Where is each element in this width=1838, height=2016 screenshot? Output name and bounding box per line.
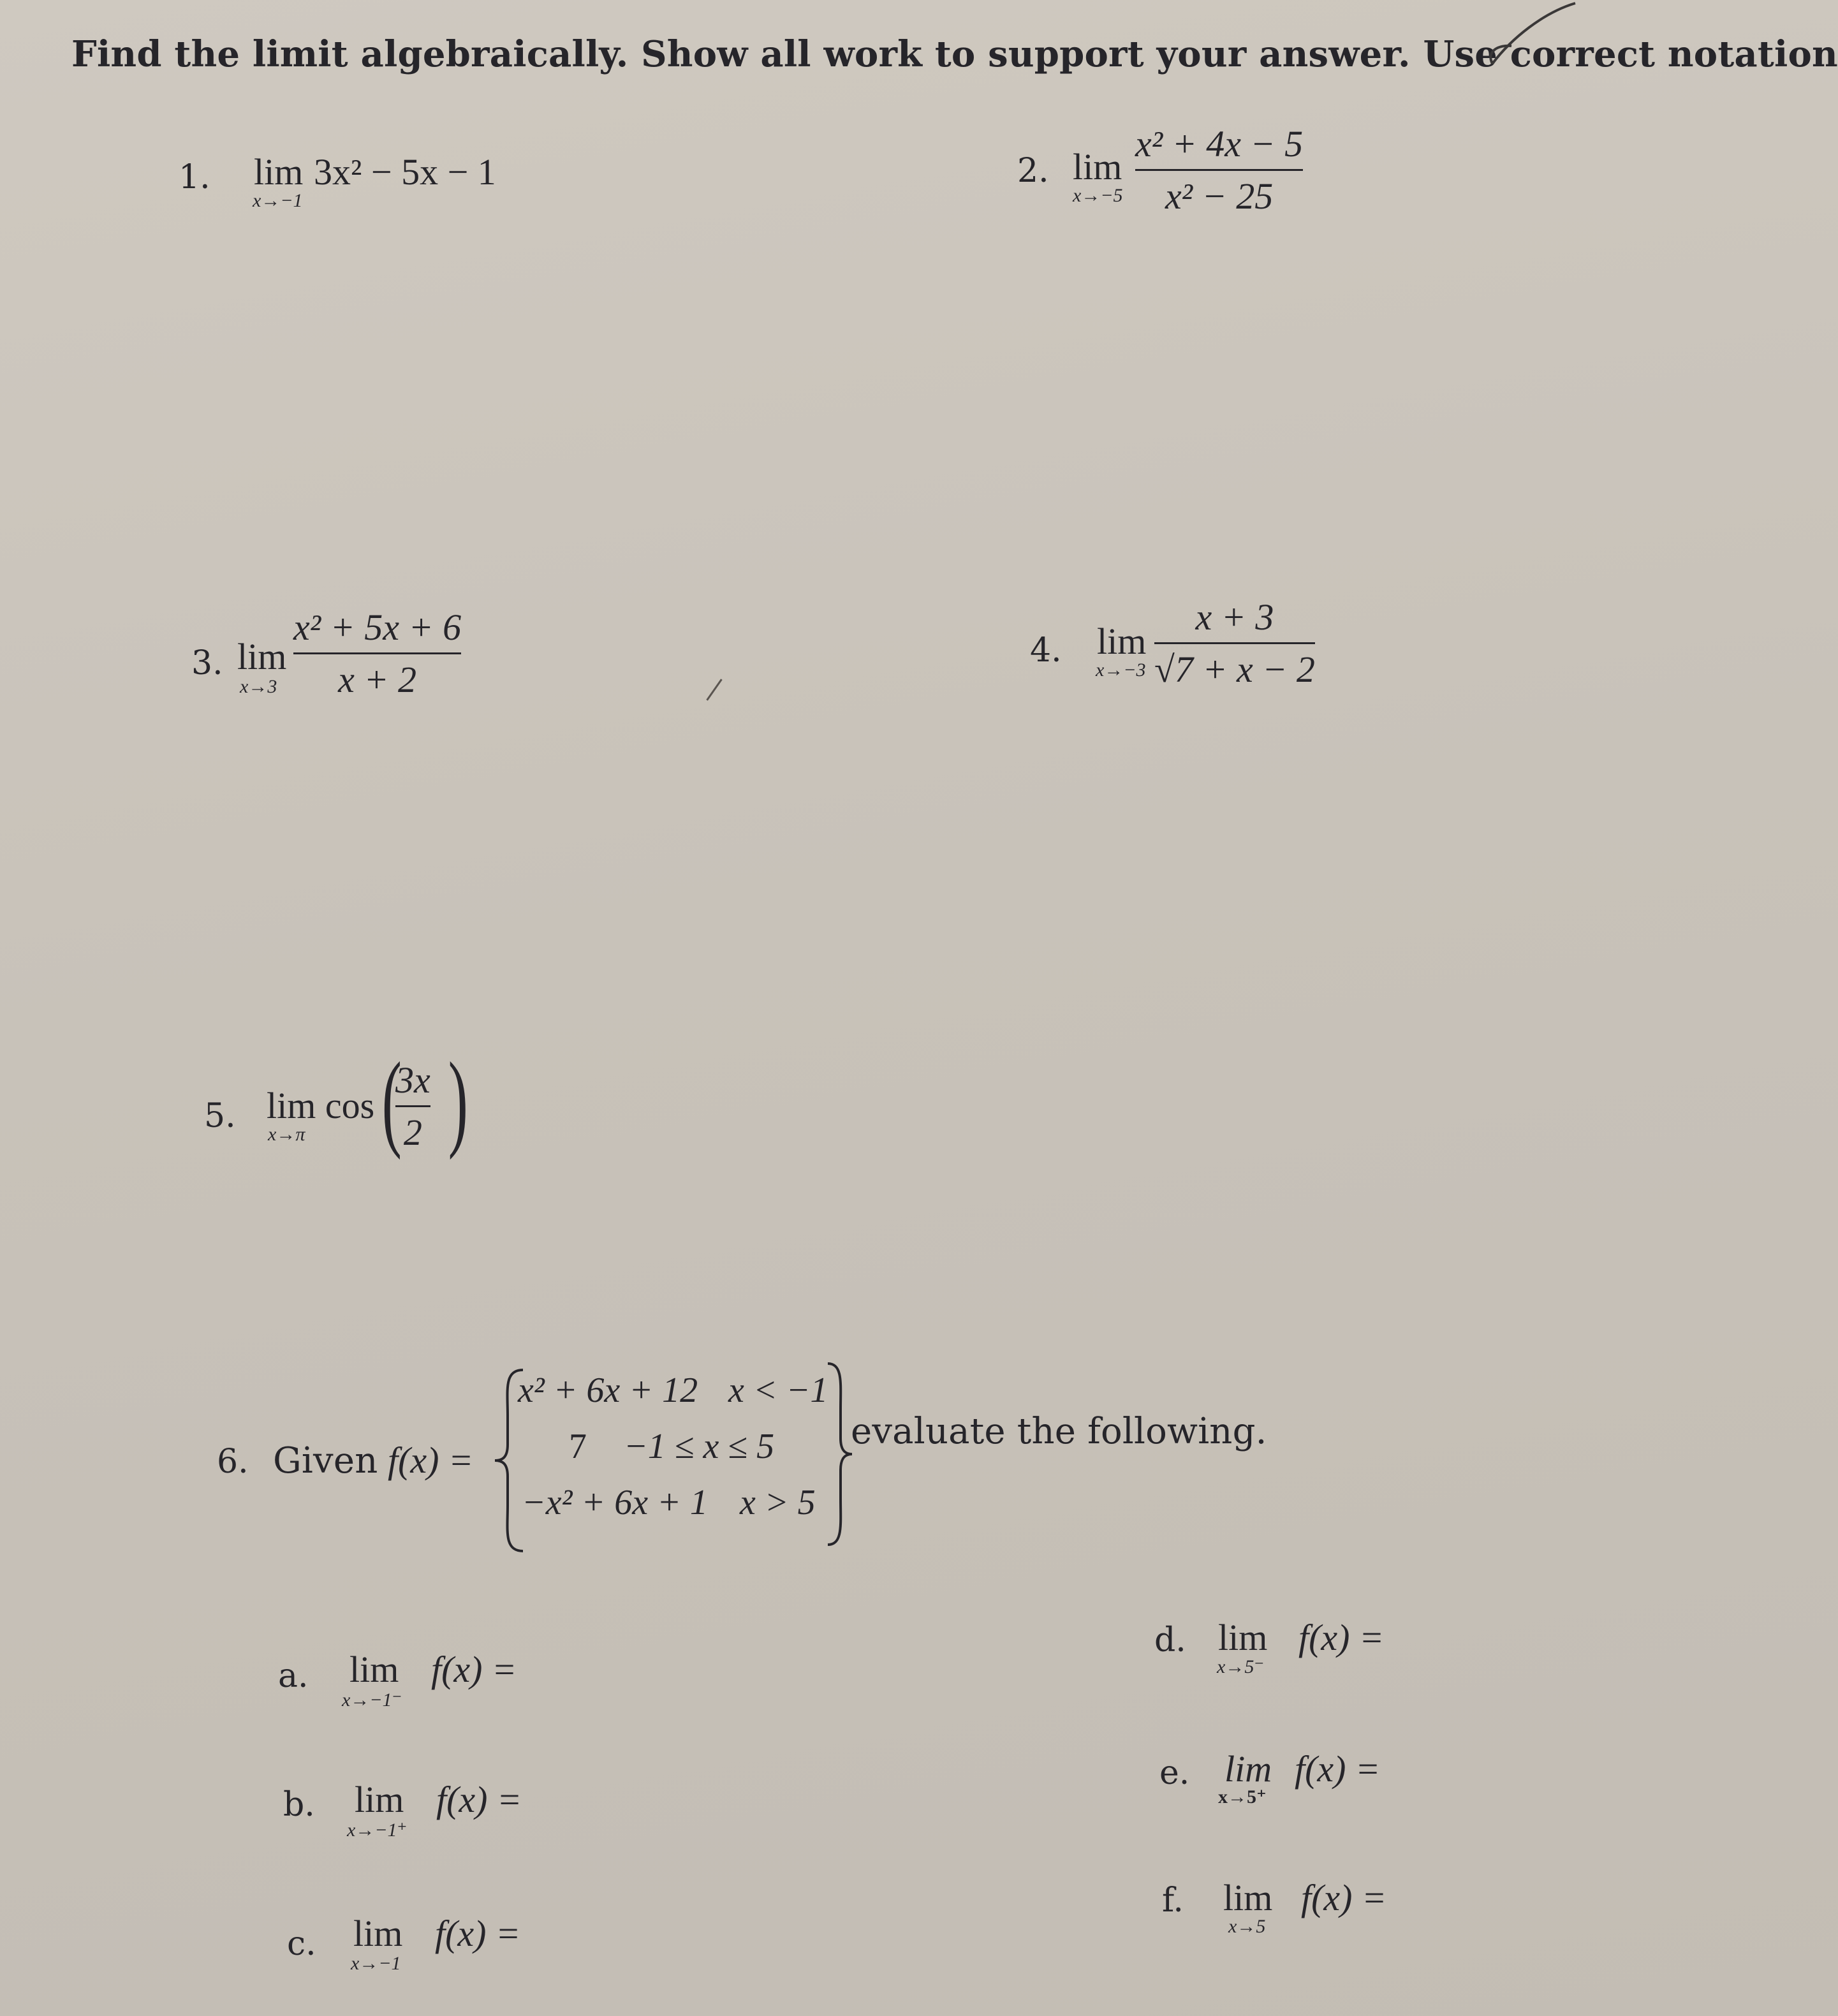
problem-4-lim: lim	[1097, 621, 1147, 662]
piece-3-condition: x > 5	[740, 1483, 816, 1522]
fraction-bar	[1154, 642, 1315, 644]
problem-5-denominator: 2	[403, 1112, 422, 1153]
part-c-approach: x→−1	[351, 1953, 401, 1974]
left-paren: (	[381, 1040, 402, 1160]
part-d-expression: f(x) =	[1298, 1617, 1385, 1658]
problem-2-numerator: x² + 4x − 5	[1135, 123, 1304, 165]
problem-3-approach: x→3	[240, 676, 277, 697]
problem-5-numerator: 3x	[395, 1059, 430, 1101]
part-d-lim: lim	[1218, 1617, 1268, 1658]
problem-2-lim: lim	[1073, 146, 1122, 188]
part-a-expression: f(x) =	[431, 1649, 517, 1690]
problem-4-approach: x→−3	[1096, 659, 1146, 681]
problem-5-lim-cos: lim cos	[267, 1085, 375, 1126]
part-b-lim: lim	[355, 1779, 404, 1820]
problem-1-number: 1.	[179, 158, 210, 196]
problem-1-expression: 3x² − 5x − 1	[314, 151, 496, 193]
part-a-label: a.	[278, 1657, 309, 1695]
part-a-lim: lim	[349, 1649, 399, 1690]
problem-3-number: 3.	[191, 644, 223, 682]
problem-6-number: 6.	[217, 1443, 249, 1481]
part-b-label: b.	[283, 1786, 315, 1824]
part-c-lim: lim	[353, 1913, 403, 1954]
part-a-approach: x→−1⁻	[342, 1689, 402, 1711]
problem-3-fraction	[293, 606, 461, 701]
problem-6-tail: evaluate the following.	[851, 1411, 1267, 1452]
problem-2-denominator: x² − 25	[1165, 175, 1274, 217]
part-f-approach: x→5	[1228, 1916, 1266, 1937]
part-d-label: d.	[1154, 1621, 1186, 1659]
part-d-approach: x→5⁻	[1217, 1656, 1265, 1677]
right-brace-icon	[824, 1358, 856, 1550]
problem-2-fraction	[1135, 122, 1303, 217]
problem-2-number: 2.	[1017, 152, 1049, 190]
part-e-approach: x→5⁺	[1218, 1786, 1267, 1807]
problem-6-fx: f(x) =	[388, 1439, 474, 1481]
part-b-approach: x→−1⁺	[347, 1820, 408, 1841]
problem-3-denominator: x + 2	[338, 659, 417, 700]
part-f-label: f.	[1162, 1881, 1184, 1920]
problem-1-approach: x→−1	[253, 190, 303, 211]
right-paren: )	[448, 1040, 468, 1160]
problem-5-approach: x→π	[268, 1124, 305, 1145]
problem-4-fraction	[1154, 596, 1315, 691]
fraction-bar	[293, 652, 461, 654]
problem-4-numerator: x + 3	[1195, 596, 1274, 638]
part-e-expression: f(x) =	[1295, 1748, 1381, 1790]
fraction-bar	[395, 1105, 430, 1107]
problem-1-lim: lim	[254, 151, 304, 193]
problem-3-lim: lim	[237, 636, 287, 677]
page-title: Find the limit algebraically. Show all work to support your answer. Use correct notation	[71, 33, 1838, 75]
problem-4-number: 4.	[1030, 631, 1062, 670]
piece-3-expression: −x² + 6x + 1	[522, 1483, 708, 1522]
fraction-bar	[1135, 169, 1303, 171]
problem-3-numerator: x² + 5x + 6	[293, 607, 462, 648]
part-e-lim: lim	[1224, 1748, 1272, 1790]
part-f-lim: lim	[1223, 1877, 1273, 1918]
pen-stroke-icon	[1486, 0, 1582, 70]
piece-1-condition: x < −1	[728, 1371, 828, 1410]
piece-2-condition: −1 ≤ x ≤ 5	[624, 1427, 775, 1466]
piece-1-expression: x² + 6x + 12	[518, 1371, 698, 1410]
problem-5-fraction	[395, 1059, 430, 1154]
problem-5-number: 5.	[204, 1097, 236, 1135]
part-e-label: e.	[1159, 1754, 1190, 1792]
problem-2-approach: x→−5	[1073, 185, 1123, 206]
stray-pencil-mark	[706, 679, 722, 700]
part-b-expression: f(x) =	[436, 1779, 522, 1820]
piece-2-expression: 7	[569, 1427, 587, 1466]
part-f-expression: f(x) =	[1301, 1877, 1387, 1918]
part-c-label: c.	[287, 1925, 316, 1963]
problem-6-given: Given	[273, 1440, 378, 1482]
problem-4-denominator: √7 + x − 2	[1154, 649, 1315, 690]
part-c-expression: f(x) =	[435, 1913, 521, 1954]
